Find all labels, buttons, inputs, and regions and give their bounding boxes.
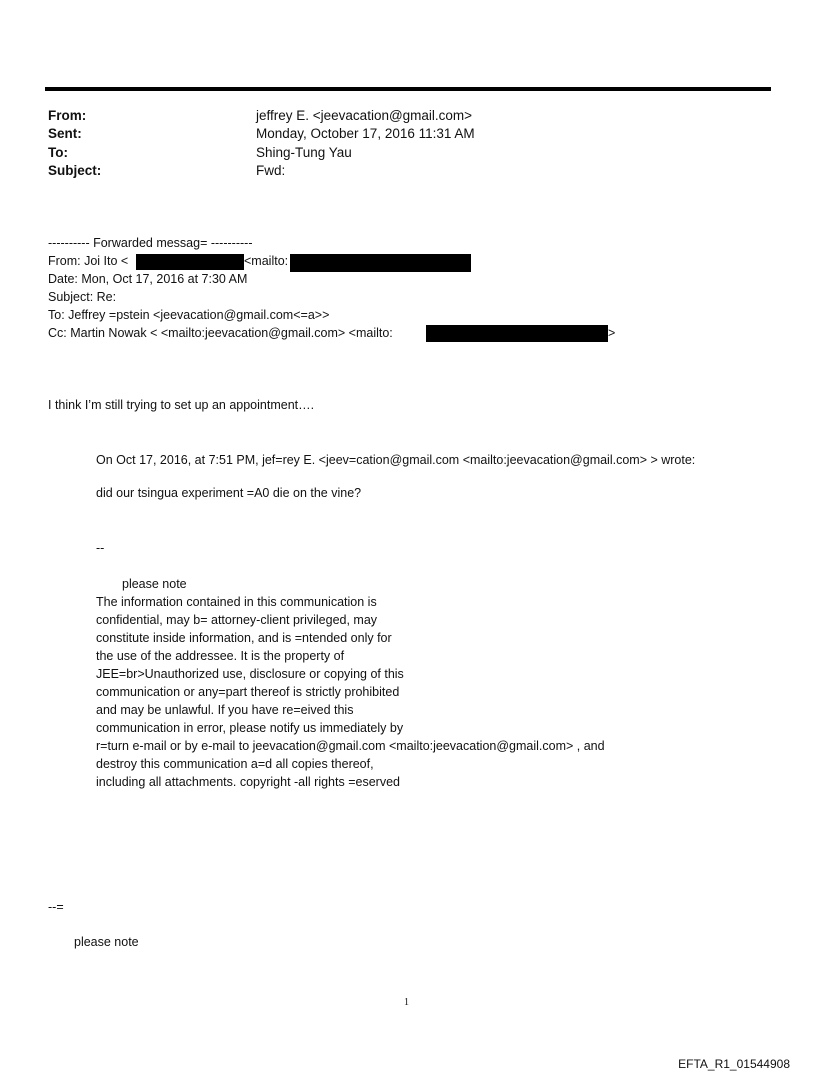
reply-body: I think I’m still trying to set up an appointment….	[48, 398, 315, 412]
redaction-bar	[136, 254, 244, 270]
disclaimer-line: The information contained in this communication is	[96, 595, 377, 609]
quoted-separator: --	[96, 541, 105, 555]
forwarded-subject: Subject: Re:	[48, 290, 117, 304]
disclaimer-line: communication or any=part thereof is strictly prohibited	[96, 685, 400, 699]
disclaimer-line: communication in error, please notify us immediately by	[96, 721, 404, 735]
forwarded-cc-suffix: >	[608, 326, 616, 340]
from-value: jeffrey E. <jeevacation@gmail.com>	[256, 108, 473, 123]
quoted-note-heading: please note	[122, 577, 187, 591]
disclaimer-line: and may be unlawful. If you have re=eived this	[96, 703, 354, 717]
redaction-bar	[426, 325, 608, 342]
disclaimer-line: r=turn e-mail or by e-mail to jeevacation@gmail.com <mailto:jeevacation@gmail.com> , and	[96, 739, 605, 753]
document-id: EFTA_R1_01544908	[678, 1057, 790, 1071]
subject-value: Fwd:	[256, 163, 286, 178]
page-number: 1	[404, 997, 409, 1008]
subject-label: Subject:	[48, 163, 102, 178]
disclaimer-line: constitute inside information, and is =ntended only for	[96, 631, 392, 645]
forwarded-from	[48, 254, 128, 268]
sent-label: Sent:	[48, 126, 82, 141]
disclaimer-line: JEE=br>Unauthorized use, disclosure or copying of this	[96, 667, 404, 681]
forwarded-from-mailto: <mailto:	[244, 254, 289, 268]
disclaimer-line: the use of the addressee. It is the property of	[96, 649, 345, 663]
forwarded-date: Date: Mon, Oct 17, 2016 at 7:30 AM	[48, 272, 248, 286]
to-label: To:	[48, 145, 68, 160]
to-value: Shing-Tung Yau	[256, 145, 352, 160]
sent-value: Monday, October 17, 2016 11:31 AM	[256, 126, 475, 141]
trailer-note: please note	[74, 935, 139, 949]
disclaimer-line: destroy this communication a=d all copies thereof,	[96, 757, 374, 771]
disclaimer-line: confidential, may b= attorney-client privileged, may	[96, 613, 378, 627]
forwarded-from-prefix: From: Joi Ito <	[48, 254, 129, 268]
trailer-separator: --=	[48, 900, 64, 914]
quoted-intro: On Oct 17, 2016, at 7:51 PM, jef=rey E. <jeev=cation@gmail.com <mailto:jeevacation@gmail.com> > wrote:	[96, 453, 696, 467]
forwarded-to: To: Jeffrey =pstein <jeevacation@gmail.com<=a>>	[48, 308, 330, 322]
disclaimer-line: including all attachments. copyright -all rights =eserved	[96, 775, 400, 789]
quoted-question: did our tsingua experiment =A0 die on the vine?	[96, 486, 362, 500]
forwarded-cc: Cc: Martin Nowak < <mailto:jeevacation@gmail.com> <mailto:	[48, 326, 393, 340]
from-label: From:	[48, 108, 87, 123]
header-rule	[45, 87, 771, 91]
redaction-bar	[290, 254, 471, 272]
forwarded-banner: ---------- Forwarded messag= ----------	[48, 236, 253, 250]
